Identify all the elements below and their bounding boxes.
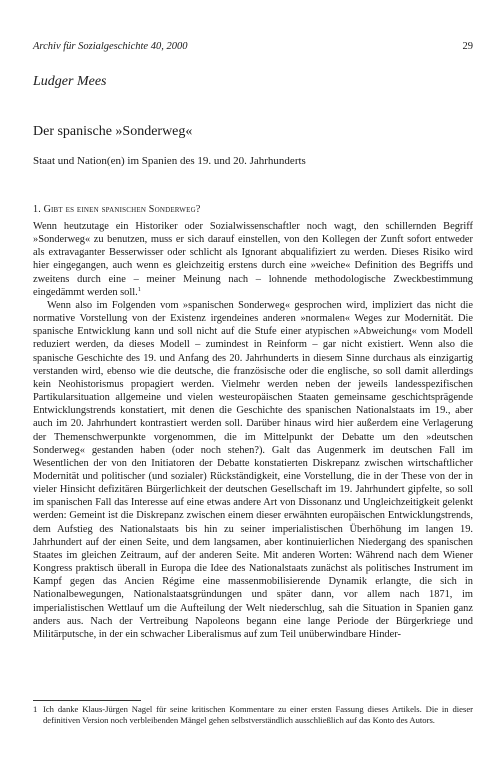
journal-citation: Archiv für Sozialgeschichte 40, 2000 [33,41,188,52]
section-title: Gibt es einen spanischen Sonderweg? [43,204,201,215]
article-body [33,220,473,641]
footnote [33,704,473,727]
paragraph [33,220,473,299]
section-number: 1. [33,204,41,215]
page-number: 29 [462,41,473,52]
article-title: Der spanische »Sonderweg« [33,124,193,139]
footnote-divider [33,700,141,701]
section-heading [33,203,200,216]
footnote-number: 1 [33,704,38,714]
article-author: Ludger Mees [33,74,107,89]
paragraph-text: Wenn also im Folgenden vom »spanischen Sonderweg« gesprochen wird, impliziert das nicht die normative Vorstellung von der Existenz irgendeines anderen »normalen« Weges zur Modernität. Die spanische Entwicklung kann und soll nicht auf die Stufe einer atypischen »Abweichung« vom Modell reduziert werden, da dieses Modell – zumindest in Reinform – gar nicht existiert. Wenn also die spanische Geschichte des 19. und Anfang des 20. Jahrhunderts in diesem Sinne durchaus als einzigartig verstanden wird, ebenso wie die deutsche, die französische oder die englische, so soll damit allerdings kein Neohistorismus propagiert werden. Vielmehr werden neben der jeweils landesspezifischen Partikularsituation allgemeine und vielen westeuropäischen Staaten gemeinsame geschichtsprägende Entwicklungstrends konstatiert, mit denen die Geschichte des spanischen Nationalstaats im 19., aber auch im 20. Jahrhundert kontrastiert werden soll. Darüber hinaus wird hier außerdem eine Verlagerung der Themenschwerpunkte vorgenommen, die im Mittelpunkt der Debatte um den »deutschen Sonderweg« gestanden haben (oder noch stehen?). Galt das Augenmerk im deutschen Fall im Wesentlichen der von den Initiatoren der Debatte konstatierten Diskrepanz zwischen wirtschaftlicher Modernität und politischer (und sozialer) Rückständigkeit, eine Vorstellung, die in der These von der in vieler Hinsicht defizitären Bürgerlichkeit der deutschen Gesellschaft im 19. Jahrhundert gipfelte, so soll im spanischen Fall das Interesse auf eine etwas andere Art von Dissonanz und Ungleichzeitigkeit gelenkt werden: Gemeint ist die Diskrepanz zwischen einem dieser erwähnten europäischen Entwicklungstrends, dem Aufstieg des Nationalstaats bis hin zu seiner imperialistischen Überhöhung im langen 19. Jahrhundert auf der einen Seite, und dem langsamen, aber kontinuierlichen Niedergang des spanischen Staates im gleichen Zeitraum, auf der anderen Seite. Mit anderen Worten: Während nach dem Wiener Kongress praktisch überall in Europa die Idee des Nationalstaats zunächst als politisches Instrument im Kampf gegen das Ancien Régime eine massenmobilisierende Dynamik erlangte, die sich in Nationalbewegungen, Nationalstaatsgründungen und später dann, vor allem nach 1871, im imperialistischen Wettlauf um die Aufteilung der Welt niederschlug, sah die Situation in Spanien ganz anders aus. Nach der Vertreibung Napoleons begann eine lange Periode der Bürgerkriege und Militärputsche, in der ein schwacher Liberalismus auf zum Teil unüberwindbare Hinder- [33,299,473,640]
article-subtitle: Staat und Nation(en) im Spanien des 19. und 20. Jahrhunderts [33,155,306,167]
paragraph [33,299,473,641]
footnote-reference[interactable]: 1 [137,285,141,293]
footnote-text: Ich danke Klaus-Jürgen Nagel für seine kritischen Kommentare zu einer ersten Fassung dieses Artikels. Die in dieser definitiven Version noch verbleibenden Mängel gehen selbstverständlich ausschließlich auf das Konto des Autors. [43,704,473,726]
paragraph-text: Wenn heutzutage ein Historiker oder Sozialwissenschaftler noch wagt, den schillernden Begriff »Sonderweg« zu benutzen, muss er sich darauf einstellen, von den Kollegen der Zunft sofort entweder als extravaganter Besserwisser oder schlicht als Ignorant abqualifiziert zu werden. Dieses Risiko wird hier eingegangen, auch wenn es gleichzeitig erstens durch eine »weiche« Definition des Begriffs und zweitens durch eine – meiner Meinung nach – lohnende methodologische Zweckbestimmung eingedämmt werden soll. [33,221,473,298]
